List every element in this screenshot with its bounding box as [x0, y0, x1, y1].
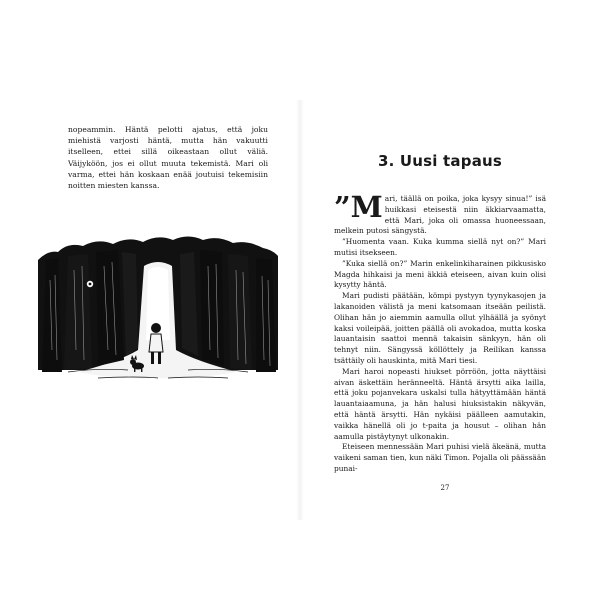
- first-paragraph: [334, 190, 546, 237]
- tree-trunk: [200, 250, 224, 366]
- drop-cap: ”M: [334, 190, 383, 224]
- left-page-text: nopeammin. Häntä pelotti ajatus, että joku miehistä varjosti häntä, mutta hän vakuutti itselleen, ettei sillä oikeastaan ollut väliä. Väijyköön, jos ei ollut muuta tekemistä. Mari oli varma, ettei hän koskaan enää joutuisi tekemisiin noitten miesten kanssa.: [68, 125, 268, 191]
- page-number: 27: [440, 484, 450, 492]
- paragraph: Mari pudisti päätään, kömpi pystyyn tyynykasojen ja lakanoiden välistä ja meni katsomaan itseään peilistä. Olihan hän jo aiemmin aamulla ollut ylhäällä ja syönyt kaksi voileipää, joitten päällä oli avokadoa, mutta koska lauantaisin saattoi mennä takaisin sänkyyn, hän oli tehnyt niin. Sängyssä köllöttely ja Reilikan kanssa tsättäily oli hauskinta, mitä Mari tiesi.: [334, 291, 546, 365]
- forest-path-illustration: [38, 200, 278, 400]
- chapter-title: 3. Uusi tapaus: [377, 152, 503, 170]
- chapter-body: [334, 190, 546, 475]
- first-paragraph-text: ari, täällä on poika, joka kysyy sinua!” isä huikkasi eteisestä niin äkkiarvaamatta, että Mari, joka oli omassa huoneessaan, melkein putosi sängystä.: [334, 194, 546, 236]
- paragraph: ”Huomenta vaan. Kuka kumma siellä nyt on?” Mari mutisi itsekseen.: [334, 237, 546, 257]
- paragraph: Mari haroi nopeasti hiukset pörröön, jotta näyttäisi aivan äskettäin heränneeltä. Häntä ärsytti aika lailla, että joku pojanvekara uskalsi tulla hätyyttämään häntä lauantaiaamuna, ja hän halusi hiuksistakin näkyvän, että häntä ärsytti. Hän nykäisi päälleen aamutakin, vaikka hänellä oli jo t-paita ja housut – olihan hän aamulla pistäytynyt ulkonakin.: [334, 366, 546, 441]
- paragraph: ”Kuka siellä on?” Marin enkelinkiharainen pikkusisko Magda hihkaisi ja meni äkkiä eteiseen, aivan kuin olisi kysytty häntä.: [334, 258, 546, 290]
- tree-trunk: [228, 254, 252, 370]
- tree-trunk: [64, 254, 92, 370]
- paragraph: Eteiseen mennessään Mari puhisi vielä äkeänä, mutta vaikeni saman tien, kun näki Timon. Pojalla oli päässään punai-: [334, 442, 546, 473]
